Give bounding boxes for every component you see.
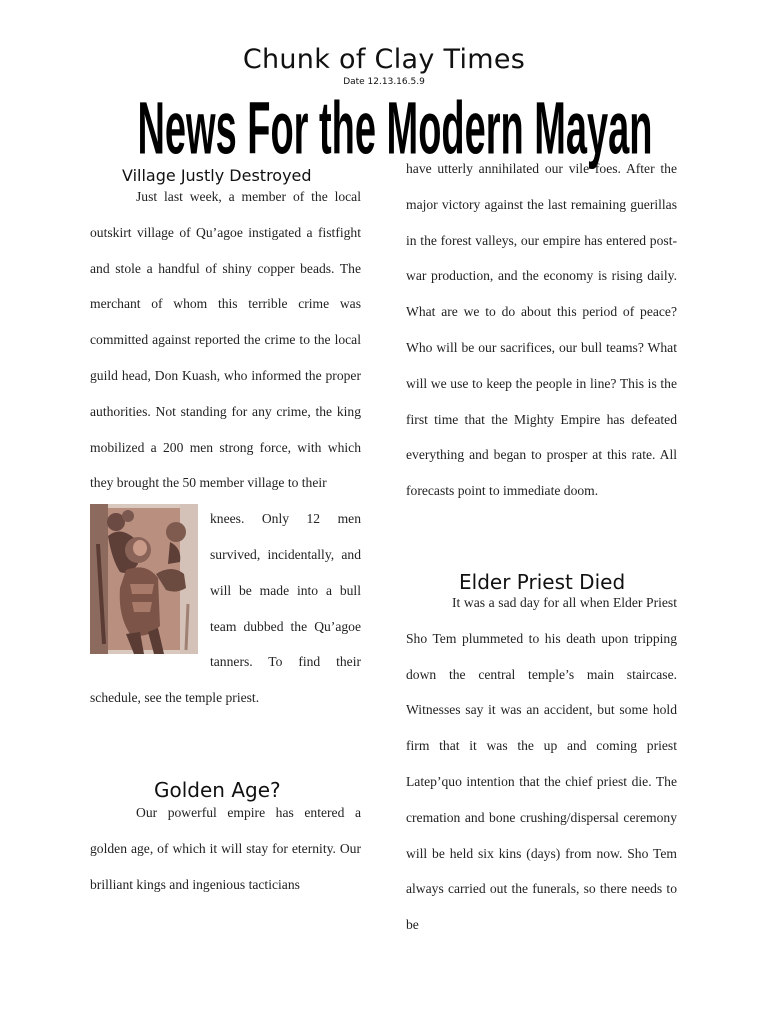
article-village-text-continued: knees. Only 12 men survived, incidentally, and will be made into a bull team dubbed the Qu’agoe tanners. To find their schedule, see the temple priest.: [90, 511, 361, 706]
headline-banner-text: News For the Modern Mayan: [137, 86, 653, 170]
issue-date: Date 12.13.16.5.9: [343, 77, 425, 87]
headline-elder-priest: Elder Priest Died: [459, 570, 626, 594]
article-elder-priest-body: [406, 585, 677, 943]
headline-golden-age: Golden Age?: [154, 778, 281, 802]
article-elder-priest-text: It was a sad day for all when Elder Priest Sho Tem plummeted to his death upon tripping down the central temple’s main staircase. Witnesses say it was an accident, but some hold firm that it was the up and coming priest Latep’quo intention that the chief priest die. The cremation and bone crushing/dispersal ceremony will be held six kins (days) from now. Sho Tem always carried out the funerals, so there needs to be: [406, 595, 677, 933]
mayan-stone-relief-image: [90, 504, 198, 654]
article-golden-age-text-continued: have utterly annihilated our vile foes. After the major victory against the last remaining guerillas in the forest valleys, our empire has entered post-war production, and the economy is rising daily. What are we to do about this period of peace? Who will be our sacrifices, our bull teams? What will we use to keep the people in line? This is the first time that the Mighty Empire has defeated everything and began to prosper at this rate. All forecasts point to immediate doom.: [406, 161, 677, 499]
headline-village-destroyed: Village Justly Destroyed: [122, 166, 312, 185]
article-village-body: [90, 179, 361, 716]
masthead-title: Chunk of Clay Times: [242, 44, 526, 75]
article-golden-age-text: Our powerful empire has entered a golden age, of which it will stay for eternity. Our brilliant kings and ingenious tacticians: [90, 805, 361, 892]
article-golden-age-body: [90, 795, 361, 902]
headline-banner: [130, 82, 660, 170]
article-golden-age-continued: [406, 151, 677, 509]
article-village-text: Just last week, a member of the local outskirt village of Qu’agoe instigated a fistfight and stole a handful of shiny copper beads. The merchant of whom this terrible crime was committed against reported the crime to the local guild head, Don Kuash, who informed the proper authorities. Not standing for any crime, the king mobilized a 200 men strong force, with which they brought the 50 member village to their: [90, 189, 361, 491]
